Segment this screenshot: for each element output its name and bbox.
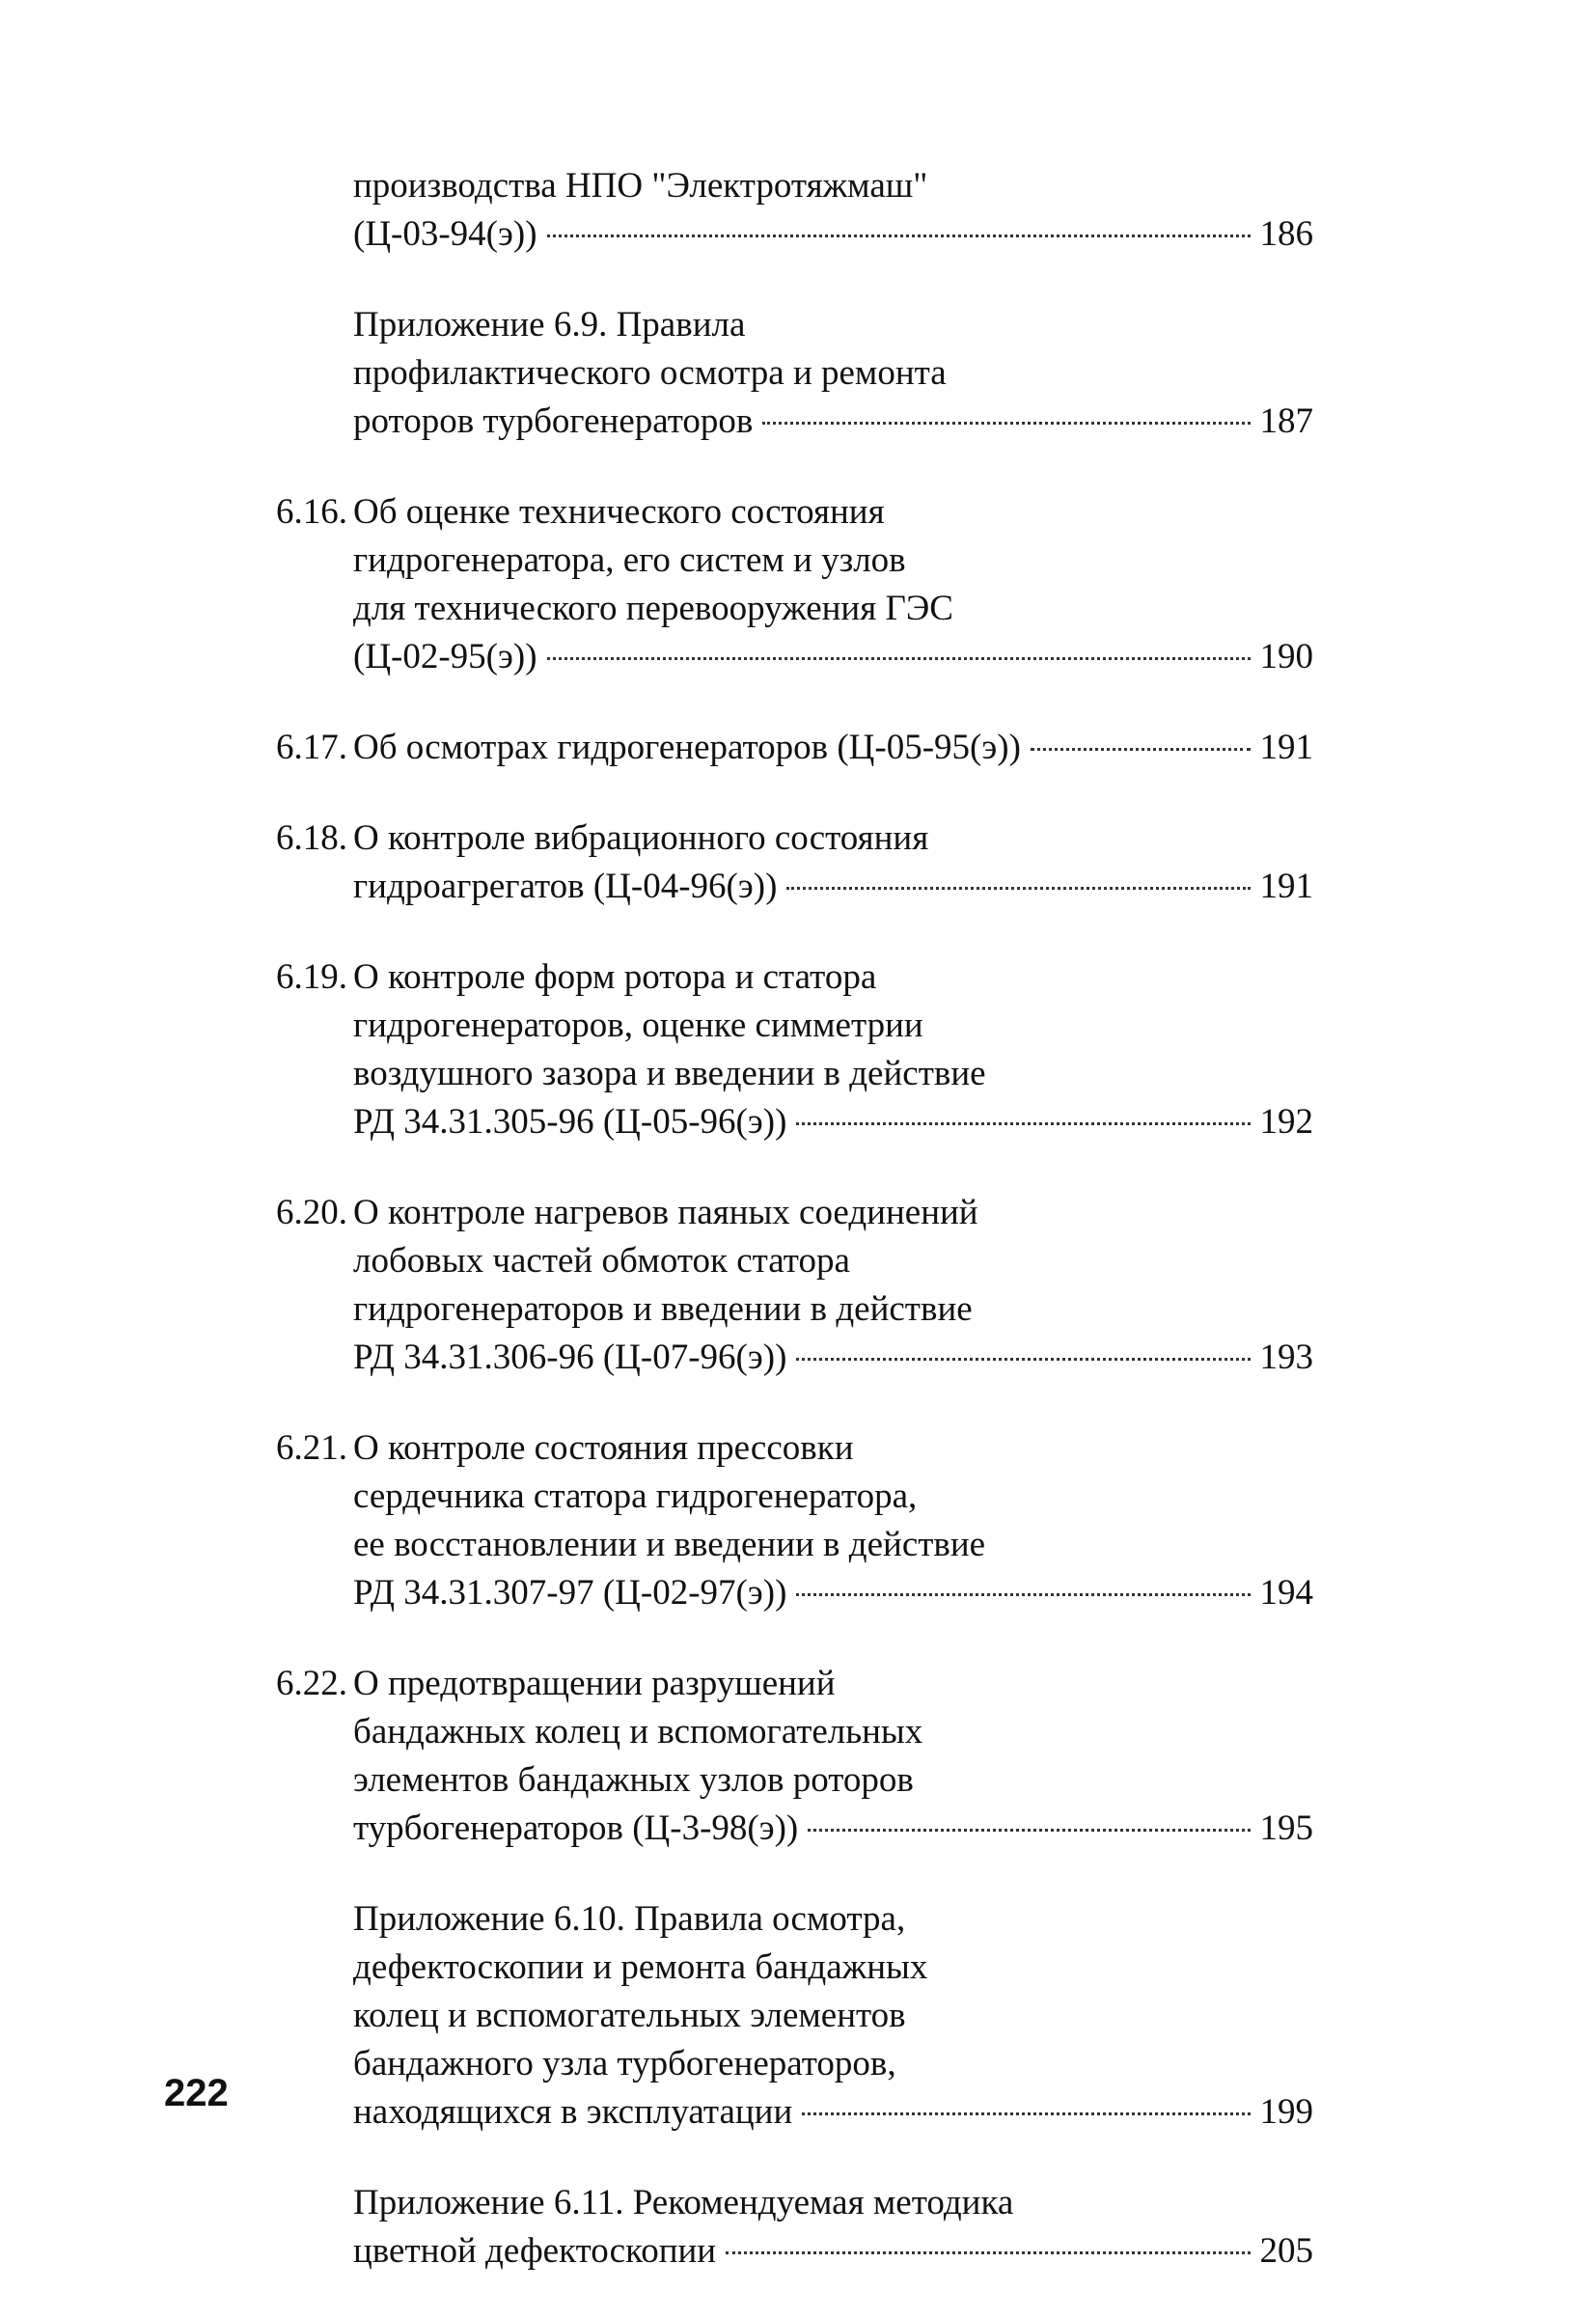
toc-entry bbox=[276, 162, 1313, 259]
toc-entry-text: Об осмотрах гидрогенераторов (Ц-05-95(э)) bbox=[353, 728, 1021, 767]
toc-entry-line: бандажного узла турбогенераторов, bbox=[353, 2044, 896, 2083]
dot-leader bbox=[547, 657, 1251, 660]
toc-entry-last-line bbox=[276, 1569, 1313, 1617]
toc-entry-last-line bbox=[276, 1334, 1313, 1382]
toc-entry-line: гидрогенераторов и введении в действие bbox=[353, 1289, 973, 1329]
toc-entry bbox=[276, 814, 1313, 911]
toc-entry-line: бандажных колец и вспомогательных bbox=[353, 1712, 923, 1752]
toc-entry-line: дефектоскопии и ремонта бандажных bbox=[353, 1947, 928, 1987]
toc-page-number: 199 bbox=[1259, 2092, 1313, 2132]
toc-page-number: 191 bbox=[1259, 728, 1313, 767]
toc-entry-number: 6.18. bbox=[276, 818, 347, 858]
toc-page-number: 191 bbox=[1259, 867, 1313, 906]
toc-entry-line bbox=[276, 1189, 1313, 1237]
toc-entry-text: турбогенераторов (Ц-3-98(э)) bbox=[353, 1808, 799, 1848]
toc-page-number: 195 bbox=[1259, 1808, 1313, 1848]
toc-entry-text: цветной дефектоскопии bbox=[353, 2231, 717, 2271]
toc-entry-number: 6.17. bbox=[276, 728, 347, 767]
toc-entry bbox=[276, 2179, 1313, 2276]
toc-entry-last-line bbox=[276, 2227, 1313, 2276]
toc-entry-line: гидрогенераторов, оценке симметрии bbox=[353, 1006, 923, 1045]
toc-entry-text: роторов турбогенераторов bbox=[353, 401, 754, 441]
toc-entry-text: находящихся в эксплуатации bbox=[353, 2092, 793, 2132]
dot-leader bbox=[762, 422, 1250, 425]
toc-entry-line bbox=[276, 814, 1313, 863]
toc-entry-line: Приложение 6.11. Рекомендуемая методика bbox=[353, 2183, 1014, 2222]
toc-entry-line: Приложение 6.10. Правила осмотра, bbox=[353, 1899, 906, 1939]
toc-entry-line: гидрогенератора, его систем и узлов bbox=[353, 540, 906, 580]
toc-entry-text: гидроагрегатов (Ц-04-96(э)) bbox=[353, 867, 778, 906]
toc-entry-last-line bbox=[276, 2088, 1313, 2137]
toc-entry bbox=[276, 301, 1313, 446]
toc-entry bbox=[276, 953, 1313, 1146]
dot-leader bbox=[796, 1593, 1250, 1596]
toc-entry bbox=[276, 1189, 1313, 1382]
toc-entry-last-line bbox=[276, 863, 1313, 911]
toc-entry bbox=[276, 488, 1313, 681]
dot-leader bbox=[802, 2112, 1250, 2115]
toc-page-number: 187 bbox=[1259, 401, 1313, 441]
toc-page-number: 186 bbox=[1259, 214, 1313, 254]
toc-page-number: 205 bbox=[1259, 2231, 1313, 2271]
toc-entry-number: 6.21. bbox=[276, 1428, 347, 1468]
toc-entry-line bbox=[276, 488, 1313, 537]
toc-entry-last-line bbox=[276, 724, 1313, 772]
toc-entry-text: О контроле форм ротора и статора bbox=[353, 957, 877, 997]
dot-leader bbox=[796, 1122, 1250, 1125]
toc-page-number: 192 bbox=[1259, 1102, 1313, 1142]
toc-entry-line bbox=[276, 1660, 1313, 1708]
toc-entry bbox=[276, 1895, 1313, 2137]
toc-entry-line: производства НПО "Электротяжмаш" bbox=[353, 166, 928, 206]
toc-entry-text: (Ц-03-94(э)) bbox=[353, 214, 537, 254]
toc-page-number: 193 bbox=[1259, 1338, 1313, 1377]
toc-entry-line: воздушного зазора и введении в действие bbox=[353, 1054, 986, 1093]
toc-entry-line: для технического перевооружения ГЭС bbox=[353, 589, 953, 628]
toc-entry-number: 6.16. bbox=[276, 492, 347, 532]
toc-entry-line: сердечника статора гидрогенератора, bbox=[353, 1476, 918, 1516]
toc-entry-text: О контроле вибрационного состояния bbox=[353, 818, 929, 858]
toc-entry-text: О контроле состояния прессовки bbox=[353, 1428, 854, 1468]
toc-entry-line bbox=[276, 953, 1313, 1002]
page-number: 222 bbox=[164, 2072, 229, 2114]
toc-entry-last-line bbox=[276, 210, 1313, 259]
table-of-contents bbox=[276, 162, 1313, 2318]
toc-entry-number: 6.20. bbox=[276, 1193, 347, 1232]
toc-entry-text: РД 34.31.306-96 (Ц-07-96(э)) bbox=[353, 1338, 787, 1377]
dot-leader bbox=[547, 235, 1251, 237]
toc-entry-text: (Ц-02-95(э)) bbox=[353, 637, 537, 676]
toc-entry-number: 6.22. bbox=[276, 1664, 347, 1703]
toc-entry-line: колец и вспомогательных элементов bbox=[353, 1996, 906, 2035]
toc-entry bbox=[276, 1660, 1313, 1853]
toc-entry-line: элементов бандажных узлов роторов bbox=[353, 1760, 914, 1800]
toc-entry-text: РД 34.31.305-96 (Ц-05-96(э)) bbox=[353, 1102, 787, 1142]
toc-entry-line: лобовых частей обмоток статора bbox=[353, 1241, 850, 1281]
toc-entry-text: О предотвращении разрушений bbox=[353, 1664, 836, 1703]
toc-entry-line: Приложение 6.9. Правила bbox=[353, 305, 746, 345]
dot-leader bbox=[726, 2251, 1250, 2254]
toc-entry-text: О контроле нагревов паяных соединений bbox=[353, 1193, 978, 1232]
dot-leader bbox=[796, 1358, 1250, 1361]
toc-entry-text: Об оценке технического состояния bbox=[353, 492, 885, 532]
toc-entry-line: ее восстановлении и введении в действие bbox=[353, 1525, 986, 1564]
toc-entry-last-line bbox=[276, 1098, 1313, 1146]
toc-page-number: 190 bbox=[1259, 637, 1313, 676]
toc-page-number: 194 bbox=[1259, 1573, 1313, 1613]
toc-entry-text: РД 34.31.307-97 (Ц-02-97(э)) bbox=[353, 1573, 787, 1613]
toc-entry bbox=[276, 1424, 1313, 1617]
toc-entry-last-line bbox=[276, 398, 1313, 446]
toc-entry-number: 6.19. bbox=[276, 957, 347, 997]
toc-entry-line bbox=[276, 1424, 1313, 1473]
dot-leader bbox=[786, 887, 1250, 890]
toc-entry-line: профилактического осмотра и ремонта bbox=[353, 353, 947, 393]
toc-entry-last-line bbox=[276, 1805, 1313, 1853]
toc-entry bbox=[276, 724, 1313, 772]
dot-leader bbox=[1031, 748, 1251, 751]
toc-entry-last-line bbox=[276, 633, 1313, 681]
dot-leader bbox=[808, 1829, 1250, 1832]
